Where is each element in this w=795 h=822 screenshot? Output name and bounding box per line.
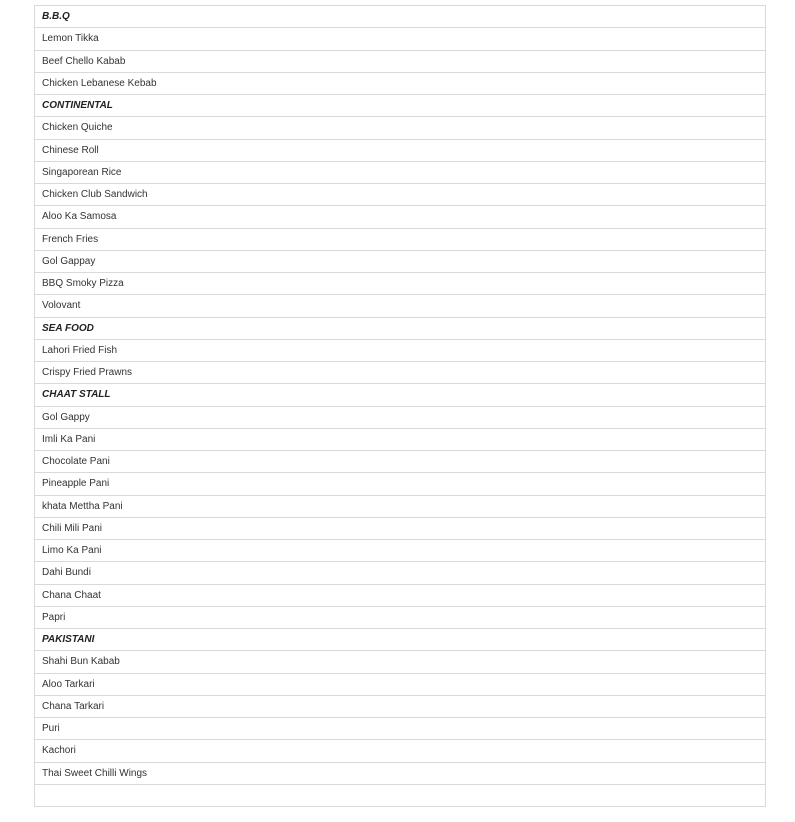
menu-item-row: Papri <box>35 607 765 629</box>
menu-item-row: Gol Gappay <box>35 251 765 273</box>
menu-item-row: Chili Mili Pani <box>35 518 765 540</box>
menu-item-row: Singaporean Rice <box>35 162 765 184</box>
menu-item-row: Lahori Fried Fish <box>35 340 765 362</box>
menu-item-row: khata Mettha Pani <box>35 496 765 518</box>
menu-item-row: Crispy Fried Prawns <box>35 362 765 384</box>
menu-item-row: Chicken Club Sandwich <box>35 184 765 206</box>
menu-section-header: CHAAT STALL <box>35 384 765 406</box>
menu-section-header: SEA FOOD <box>35 318 765 340</box>
menu-item-row: Gol Gappy <box>35 407 765 429</box>
menu-item-row: Chana Chaat <box>35 585 765 607</box>
menu-section-header: PAKISTANI <box>35 629 765 651</box>
menu-item-row: Lemon Tikka <box>35 28 765 50</box>
menu-item-row: Aloo Tarkari <box>35 674 765 696</box>
menu-item-row <box>35 785 765 807</box>
menu-item-row: Pineapple Pani <box>35 473 765 495</box>
menu-item-row: Aloo Ka Samosa <box>35 206 765 228</box>
menu-item-row: Chana Tarkari <box>35 696 765 718</box>
menu-item-row: Chocolate Pani <box>35 451 765 473</box>
menu-item-row: Kachori <box>35 740 765 762</box>
menu-item-row: Limo Ka Pani <box>35 540 765 562</box>
menu-item-row: Volovant <box>35 295 765 317</box>
menu-item-row: BBQ Smoky Pizza <box>35 273 765 295</box>
menu-item-row: Beef Chello Kabab <box>35 51 765 73</box>
menu-item-row: French Fries <box>35 229 765 251</box>
menu-item-row: Thai Sweet Chilli Wings <box>35 763 765 785</box>
menu-item-row: Shahi Bun Kabab <box>35 651 765 673</box>
menu-item-row: Dahi Bundi <box>35 562 765 584</box>
menu-item-row: Chicken Quiche <box>35 117 765 139</box>
menu-item-row: Chicken Lebanese Kebab <box>35 73 765 95</box>
menu-item-row: Chinese Roll <box>35 140 765 162</box>
menu-table <box>34 5 766 807</box>
menu-item-row: Puri <box>35 718 765 740</box>
menu-section-header: B.B.Q <box>35 6 765 28</box>
menu-item-row: Imli Ka Pani <box>35 429 765 451</box>
menu-section-header: CONTINENTAL <box>35 95 765 117</box>
